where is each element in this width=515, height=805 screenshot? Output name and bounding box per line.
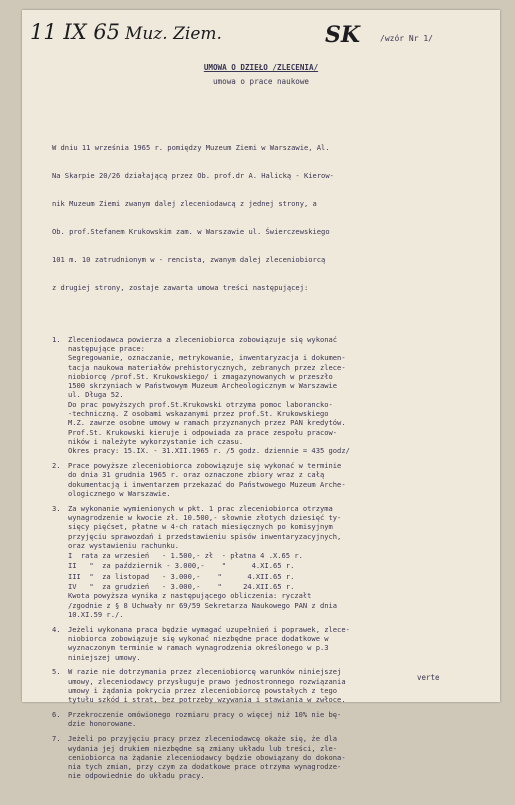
section-line: tytułu szkód i strat, bez potrzeby wzywania i stawiania w zwłoce. (68, 695, 346, 705)
section-line: 1500 skrzyniach w Państwowym Muzeum Archeologicznym w Warszawie (68, 381, 338, 391)
section-line: Prof.St. Krukowski kieruje i odpowiada za prace zespołu pracow- (68, 427, 338, 437)
intro-line: Na Skarpie 20/26 działającą przez Ob. prof.dr A. Halicką - Kierow- (52, 171, 334, 181)
contract-section (52, 625, 482, 662)
section-note-line: Kwota powyższa wynika z następującego obliczenia: ryczałt (68, 591, 312, 601)
section-line: Zleceniodawca powierza a zleceniobiorca zobowiązuje się wykonać (68, 334, 338, 344)
section-number: 7. (52, 734, 61, 744)
form-number: /wzór Nr 1/ (380, 34, 433, 43)
section-line: -techniczną. Z osobami wskazanymi przez prof.St. Krukowskiego (68, 409, 329, 418)
section-line: umowy i żądania pokrycia przez zleceniobiorcę powstałych z tego (68, 686, 338, 696)
section-text (68, 335, 482, 456)
section-line: Jeżeli wykonana praca będzie wymagać uzupełnień i poprawek, zlece- (68, 624, 350, 634)
section-note-line: Okres pracy: 15.IX. - 31.XII.1965 r. /5 godz. dziennie = 435 godz/ (68, 446, 350, 456)
section-number: 2. (52, 460, 61, 470)
section-line: Prace powyższe zleceniobiorca zobowiązuje się wykonać w terminie (68, 460, 342, 470)
section-note-line: 10.XI.59 r./. (68, 609, 124, 619)
section-line: ników i należyte wykorzystanie ich czasu. (68, 436, 244, 446)
intro-line: 101 m. 10 zatrudnionym w - rencista, zwanym dalej zleceniobiorcą (52, 254, 326, 264)
intro-line: Ob. prof.Stefanem Krukowskim zam. w Warszawie ul. Świerczewskiego (52, 226, 330, 236)
document-subtitle: umowa o prace naukowe (212, 77, 309, 86)
section-text (68, 504, 482, 620)
contract-body (52, 106, 482, 805)
section-line: następujące prace: (68, 343, 145, 353)
section-line: tacja naukowa materiałów prehistorycznych, zebranych przez zlece- (68, 362, 346, 372)
section-line: do dnia 31 grudnia 1965 r. oraz oznaczone zbiory wraz z całą (68, 470, 325, 480)
section-number: 1. (52, 334, 61, 344)
section-line: niniejszej umowy. (68, 652, 141, 662)
section-line: ul. Długa 52. (68, 390, 124, 400)
intro-paragraph (52, 125, 482, 311)
document-title: UMOWA O DZIEŁO /ZLECENIA/ (203, 63, 319, 72)
contract-section (52, 734, 482, 780)
section-line: nia tych zmian, przy czym za dodatkowe prace otrzyma wynagrodze- (68, 762, 342, 772)
handwritten-date-mark: 11 IX 65 (30, 20, 121, 44)
section-line: Do prac powyższych prof.St.Krukowski otrzyma pomoc laboranckо- (68, 399, 333, 409)
section-number: 6. (52, 710, 61, 720)
installment-line: II " za październik - 3.000,- " 4.XI.65 r. (68, 561, 295, 571)
handwritten-institution-mark: Muz. Ziem. (125, 24, 222, 44)
section-line: umowy, zleceniodawcy przysługuje prawo jednostronnego rozwiązania (68, 676, 346, 686)
section-line: dokumentacją i inwentarzem przekazać do Państwowego Muzeum Arche- (68, 479, 346, 489)
section-line: niobiorca zobowiązuje się wykonać niezbędne prace dodatkowe w (68, 634, 329, 644)
contract-section (52, 335, 482, 456)
contract-section (52, 461, 482, 498)
section-text (68, 461, 482, 498)
section-line: W razie nie dotrzymania przez zleceniobiorcę warunków niniejszej (68, 667, 342, 677)
section-note-line: /zgodnie z § 8 Uchwały nr 69/59 Sekretarza Naukowego PAN z dnia (68, 600, 338, 610)
installment-line: I rata za wrzesień - 1.500,- zł - płatna 4 .X.65 r. (68, 551, 303, 561)
intro-line: W dniu 11 września 1965 r. pomiędzy Muzeum Ziemi w Warszawie, Al. (52, 143, 330, 153)
section-line: ceniobiorca na żądanie zleceniodawcy będzie obowiązany do dokona- (68, 752, 346, 762)
section-line: Przekroczenie omówionego rozmiaru pracy o więcej niż 10% nie bę- (68, 710, 342, 720)
document-page (22, 10, 500, 781)
section-number: 5. (52, 667, 61, 677)
section-text (68, 734, 482, 780)
section-line: Jeżeli po przyjęciu pracy przez zleceniodawcę okaże się, że dla (68, 734, 338, 744)
section-line: dzie honorowane. (68, 719, 137, 729)
section-line: nie odpowiednie do układu pracy. (68, 771, 205, 781)
intro-line: nik Muzeum Ziemi zwanym dalej zleceniodawcą z jednej strony, a (52, 198, 317, 208)
handwritten-initials-mark: SK (325, 22, 361, 48)
section-line: wynagrodzenie w kwocie zł. 10.500,- słownie złotych dziesięć ty- (68, 512, 342, 522)
contract-section (52, 504, 482, 620)
section-line: sięcy pięćset, płatne w 4-ch ratach miesięcznych po komisyjnym (68, 522, 333, 532)
section-text (68, 710, 482, 729)
section-number: 3. (52, 503, 61, 513)
section-number: 4. (52, 624, 61, 634)
section-line: oraz wystawieniu rachunku. (68, 540, 180, 550)
contract-section (52, 710, 482, 729)
installment-line: III " za listopad - 3.000,- " 4.XII.65 r. (68, 571, 295, 581)
section-text (68, 625, 482, 662)
section-line: przyjęciu sprawozdań i przedstawieniu spisów inwentaryzacyjnych, (68, 531, 342, 541)
section-line: M.Z. zawrze osobne umowy w ramach przyznanych przez PAN kredytów. (68, 418, 346, 428)
intro-line: z drugiej strony, zostaje zawarta umowa treści następującej: (52, 282, 309, 292)
contract-sections (52, 335, 482, 781)
section-line: niobiorcę /prof.St. Krukowskiego/ i zmagazynowanych w przeszło (68, 371, 333, 381)
section-line: Za wykonanie wymienionych w pkt. 1 prac zleceniobiorca otrzyma (68, 503, 333, 513)
section-line: wyznaczonym terminie w ramach wynagrodzenia określonego w p.3 (68, 643, 329, 653)
installment-line: IV " za grudzień - 3.000,- " 24.XII.65 r. (68, 582, 295, 592)
section-line: wydania jej drukiem niezbędne są zmiany układu lub treści, zle- (68, 743, 338, 753)
section-line: Segregowanie, oznaczanie, metrykowanie, inwentaryzacja i dokumen- (68, 353, 346, 363)
verte-note: verte (417, 673, 440, 682)
section-line: ologicznego w Warszawie. (68, 488, 171, 498)
